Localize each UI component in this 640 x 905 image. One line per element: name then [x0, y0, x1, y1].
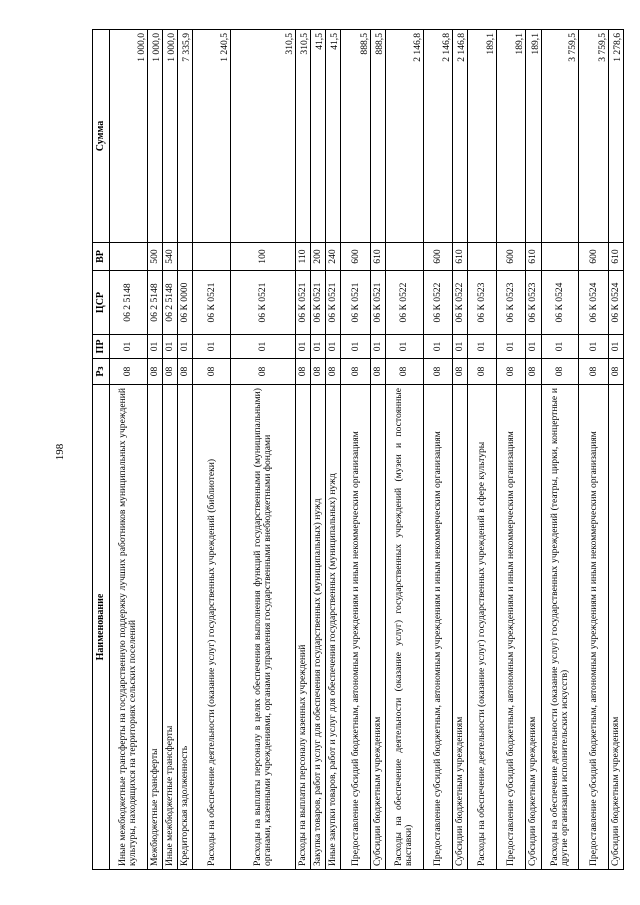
row-name: Закупка товаров, работ и услуг для обеспечения государственных (муниципальных) нужд — [311, 385, 326, 870]
row-pr: 01 — [296, 335, 311, 359]
row-vr: 240 — [326, 243, 341, 271]
row-pr: 01 — [452, 335, 467, 359]
row-pr: 01 — [231, 335, 296, 359]
row-csr: 06 К 0521 — [193, 271, 231, 335]
row-pr: 01 — [370, 335, 385, 359]
row-rz: 08 — [110, 359, 148, 385]
row-rz: 08 — [193, 359, 231, 385]
row-sum: 189,1 — [497, 30, 526, 243]
row-csr: 06 К 0522 — [423, 271, 452, 335]
row-name: Расходы на выплаты персоналу казенных учреждений — [296, 385, 311, 870]
header-rz: Рз — [93, 359, 110, 385]
row-csr: 06 К 0521 — [341, 271, 370, 335]
row-rz: 08 — [231, 359, 296, 385]
row-vr: 610 — [452, 243, 467, 271]
row-name: Иные межбюджетные трансферты — [163, 385, 178, 870]
row-csr: 06 К 0521 — [326, 271, 341, 335]
row-rz: 08 — [370, 359, 385, 385]
table-row — [163, 30, 178, 870]
row-pr: 01 — [163, 335, 178, 359]
row-pr: 01 — [193, 335, 231, 359]
row-rz: 08 — [579, 359, 608, 385]
budget-table — [92, 29, 624, 870]
table-row — [497, 30, 526, 870]
table-row — [231, 30, 296, 870]
row-vr — [541, 243, 579, 271]
table-row — [579, 30, 608, 870]
row-name: Иные закупки товаров, работ и услуг для обеспечения государственных (муниципальных) нужд — [326, 385, 341, 870]
row-pr: 01 — [497, 335, 526, 359]
row-vr: 600 — [423, 243, 452, 271]
row-pr: 01 — [526, 335, 541, 359]
row-rz: 08 — [608, 359, 623, 385]
row-rz: 08 — [326, 359, 341, 385]
row-sum: 1 000,0 — [110, 30, 148, 243]
row-vr: 500 — [147, 243, 162, 271]
row-sum: 1 000,0 — [147, 30, 162, 243]
table-header-row — [93, 30, 110, 870]
row-sum: 1 000,0 — [163, 30, 178, 243]
row-sum: 2 146,8 — [385, 30, 423, 243]
table-row — [541, 30, 579, 870]
row-pr: 01 — [326, 335, 341, 359]
row-vr — [468, 243, 497, 271]
row-name: Расходы на обеспечение деятельности (оказание услуг) государственных учреждений (библиотеки) — [193, 385, 231, 870]
row-name: Субсидии бюджетным учреждениям — [608, 385, 623, 870]
table-row — [326, 30, 341, 870]
header-csr: ЦСР — [93, 271, 110, 335]
row-csr: 06 К 0521 — [311, 271, 326, 335]
row-name: Расходы на выплаты персоналу в целях обеспечения выполнения функций государственными (муниципальными) органами, казенными учреждениями, органами управления государственными внебюджетными фондами — [231, 385, 296, 870]
table-row — [341, 30, 370, 870]
row-vr — [193, 243, 231, 271]
row-name: Иные межбюджетные трансферты на государственную поддержку лучших работников муниципальных учреждений культуры, находящихся на территориях сельских поселений — [110, 385, 148, 870]
row-csr: 06 К 0524 — [608, 271, 623, 335]
row-name: Субсидии бюджетным учреждениям — [452, 385, 467, 870]
row-csr: 06 К 0523 — [468, 271, 497, 335]
row-name: Расходы на обеспечение деятельности (оказание услуг) государственных учреждений (театры, цирки, концертные и другие организации исполнительских искусств) — [541, 385, 579, 870]
row-pr: 01 — [423, 335, 452, 359]
row-vr — [385, 243, 423, 271]
row-sum: 3 759,5 — [541, 30, 579, 243]
row-rz: 08 — [147, 359, 162, 385]
table-row — [110, 30, 148, 870]
row-sum: 1 240,5 — [193, 30, 231, 243]
row-vr: 540 — [163, 243, 178, 271]
row-csr: 06 К 0524 — [579, 271, 608, 335]
row-rz: 08 — [541, 359, 579, 385]
table-row — [526, 30, 541, 870]
row-rz: 08 — [452, 359, 467, 385]
table-row — [370, 30, 385, 870]
row-sum: 310,5 — [231, 30, 296, 243]
row-rz: 08 — [423, 359, 452, 385]
row-sum: 3 759,5 — [579, 30, 608, 243]
row-pr: 01 — [385, 335, 423, 359]
table-row — [423, 30, 452, 870]
header-vr: ВР — [93, 243, 110, 271]
row-vr — [110, 243, 148, 271]
row-csr: 06 К 0523 — [497, 271, 526, 335]
row-pr: 01 — [147, 335, 162, 359]
header-pr: ПР — [93, 335, 110, 359]
row-csr: 06 2 5148 — [147, 271, 162, 335]
row-vr: 600 — [579, 243, 608, 271]
row-rz: 08 — [385, 359, 423, 385]
row-csr: 06 2 5148 — [163, 271, 178, 335]
row-sum: 2 146,8 — [452, 30, 467, 243]
row-vr — [178, 243, 193, 271]
row-pr: 01 — [608, 335, 623, 359]
row-rz: 08 — [497, 359, 526, 385]
row-name: Расходы на обеспечение деятельности (оказание услуг) государственных учреждений (музеи и постоянные выставки) — [385, 385, 423, 870]
row-csr: 06 2 5148 — [110, 271, 148, 335]
table-row — [296, 30, 311, 870]
row-csr: 06 К 0521 — [231, 271, 296, 335]
row-name: Кредиторская задолженность — [178, 385, 193, 870]
row-csr: 06 К 0522 — [385, 271, 423, 335]
row-pr: 01 — [541, 335, 579, 359]
row-name: Субсидии бюджетным учреждениям — [370, 385, 385, 870]
row-pr: 01 — [468, 335, 497, 359]
row-name: Предоставление субсидий бюджетным, автономным учреждениям и иным некоммерческим организациям — [423, 385, 452, 870]
row-vr: 110 — [296, 243, 311, 271]
row-rz: 08 — [468, 359, 497, 385]
row-vr: 200 — [311, 243, 326, 271]
row-sum: 189,1 — [526, 30, 541, 243]
row-name: Субсидии бюджетным учреждениям — [526, 385, 541, 870]
row-vr: 610 — [526, 243, 541, 271]
row-csr: 06 К 0523 — [526, 271, 541, 335]
table-row — [147, 30, 162, 870]
table-row — [385, 30, 423, 870]
row-pr: 01 — [341, 335, 370, 359]
row-rz: 08 — [341, 359, 370, 385]
row-sum: 189,1 — [468, 30, 497, 243]
row-sum: 888,5 — [341, 30, 370, 243]
row-name: Предоставление субсидий бюджетным, автономным учреждениям и иным некоммерческим организациям — [341, 385, 370, 870]
row-sum: 2 146,8 — [423, 30, 452, 243]
row-name: Предоставление субсидий бюджетным, автономным учреждениям и иным некоммерческим организациям — [497, 385, 526, 870]
row-name: Предоставление субсидий бюджетным, автономным учреждениям и иным некоммерческим организациям — [579, 385, 608, 870]
table-row — [193, 30, 231, 870]
row-pr: 01 — [311, 335, 326, 359]
row-sum: 41,5 — [326, 30, 341, 243]
row-csr: 06 К 0522 — [452, 271, 467, 335]
row-rz: 08 — [163, 359, 178, 385]
row-sum: 41,5 — [311, 30, 326, 243]
row-sum: 310,5 — [296, 30, 311, 243]
header-name: Наименование — [93, 385, 110, 870]
row-pr: 01 — [178, 335, 193, 359]
row-vr: 100 — [231, 243, 296, 271]
row-rz: 08 — [526, 359, 541, 385]
rotated-table-container — [92, 30, 624, 870]
row-rz: 08 — [296, 359, 311, 385]
table-row — [452, 30, 467, 870]
row-csr: 06 К 0521 — [370, 271, 385, 335]
table-row — [178, 30, 193, 870]
row-rz: 08 — [178, 359, 193, 385]
header-sum: Сумма — [93, 30, 110, 243]
table-row — [311, 30, 326, 870]
table-row — [608, 30, 623, 870]
row-name: Расходы на обеспечение деятельности (оказание услуг) государственных учреждений в сфере культуры — [468, 385, 497, 870]
row-pr: 01 — [579, 335, 608, 359]
row-vr: 600 — [341, 243, 370, 271]
row-sum: 7 335,9 — [178, 30, 193, 243]
row-vr: 610 — [608, 243, 623, 271]
row-vr: 610 — [370, 243, 385, 271]
row-vr: 600 — [497, 243, 526, 271]
page-number: 198 — [54, 443, 66, 461]
row-csr: 06 К 0524 — [541, 271, 579, 335]
row-sum: 1 278,6 — [608, 30, 623, 243]
row-csr: 06 К 0000 — [178, 271, 193, 335]
table-row — [468, 30, 497, 870]
row-rz: 08 — [311, 359, 326, 385]
row-sum: 888,5 — [370, 30, 385, 243]
row-csr: 06 К 0521 — [296, 271, 311, 335]
row-pr: 01 — [110, 335, 148, 359]
row-name: Межбюджетные трансферты — [147, 385, 162, 870]
